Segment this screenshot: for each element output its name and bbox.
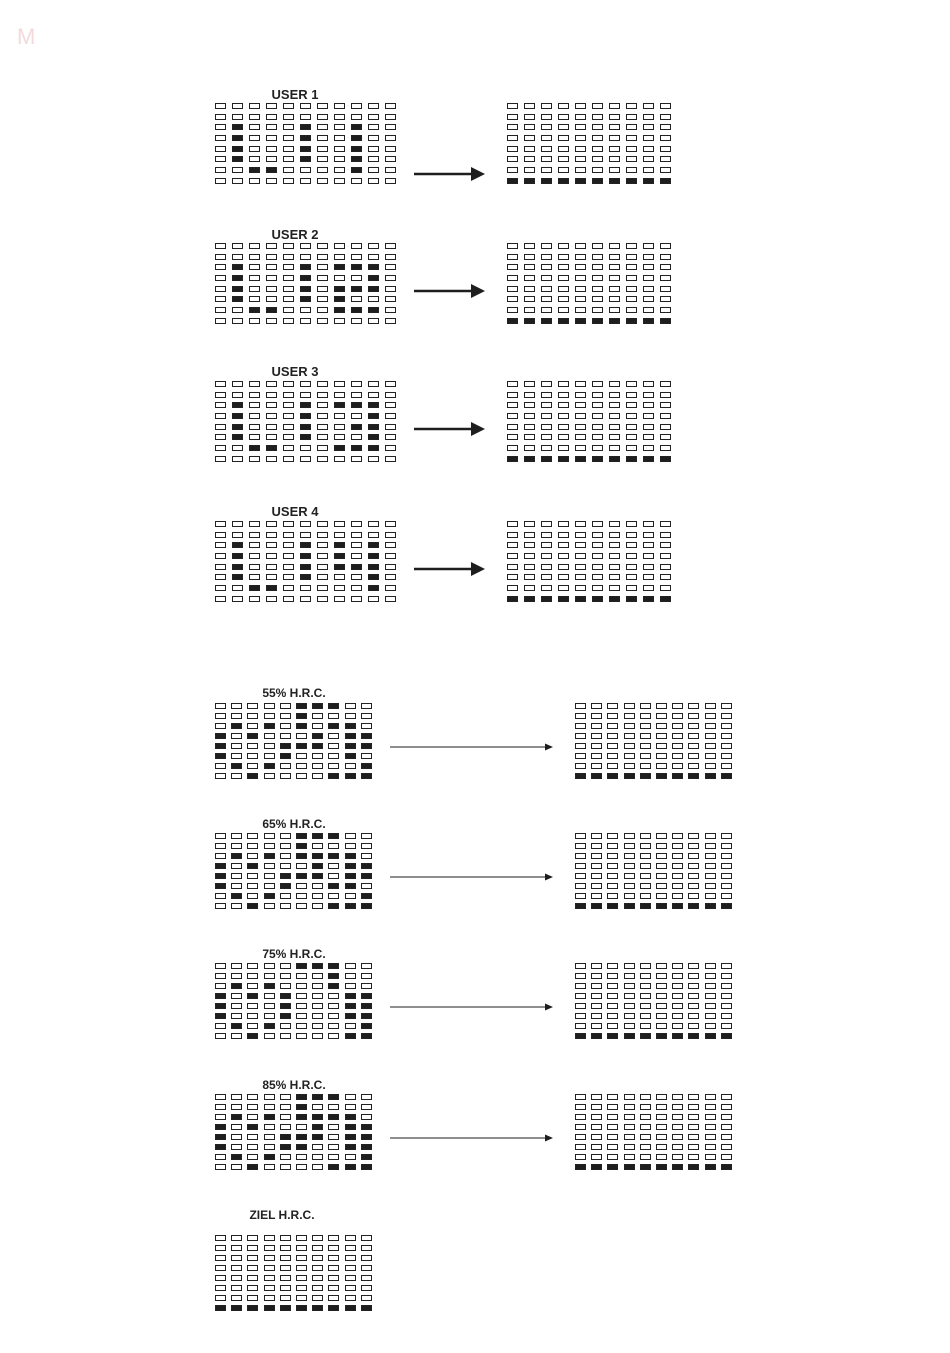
arrow-right-icon [414,284,485,298]
row-label: USER 3 [271,364,319,379]
watermark-logo: M [17,24,36,49]
arrow-right-icon [414,167,485,181]
arrow-right-icon [390,874,553,881]
arrow-right-icon [390,744,553,751]
row-label: 65% H.R.C. [262,817,326,831]
row-label: 75% H.R.C. [262,947,326,961]
row-label: USER 2 [271,227,319,242]
arrow-right-icon [390,1135,553,1142]
row-label: USER 1 [271,87,319,102]
row-label: USER 4 [271,504,319,519]
arrow-right-icon [390,1004,553,1011]
row-label: 55% H.R.C. [262,686,326,700]
arrow-right-icon [414,422,485,436]
row-label: 85% H.R.C. [262,1078,326,1092]
arrow-right-icon [414,562,485,576]
row-label: ZIEL H.R.C. [249,1208,315,1222]
